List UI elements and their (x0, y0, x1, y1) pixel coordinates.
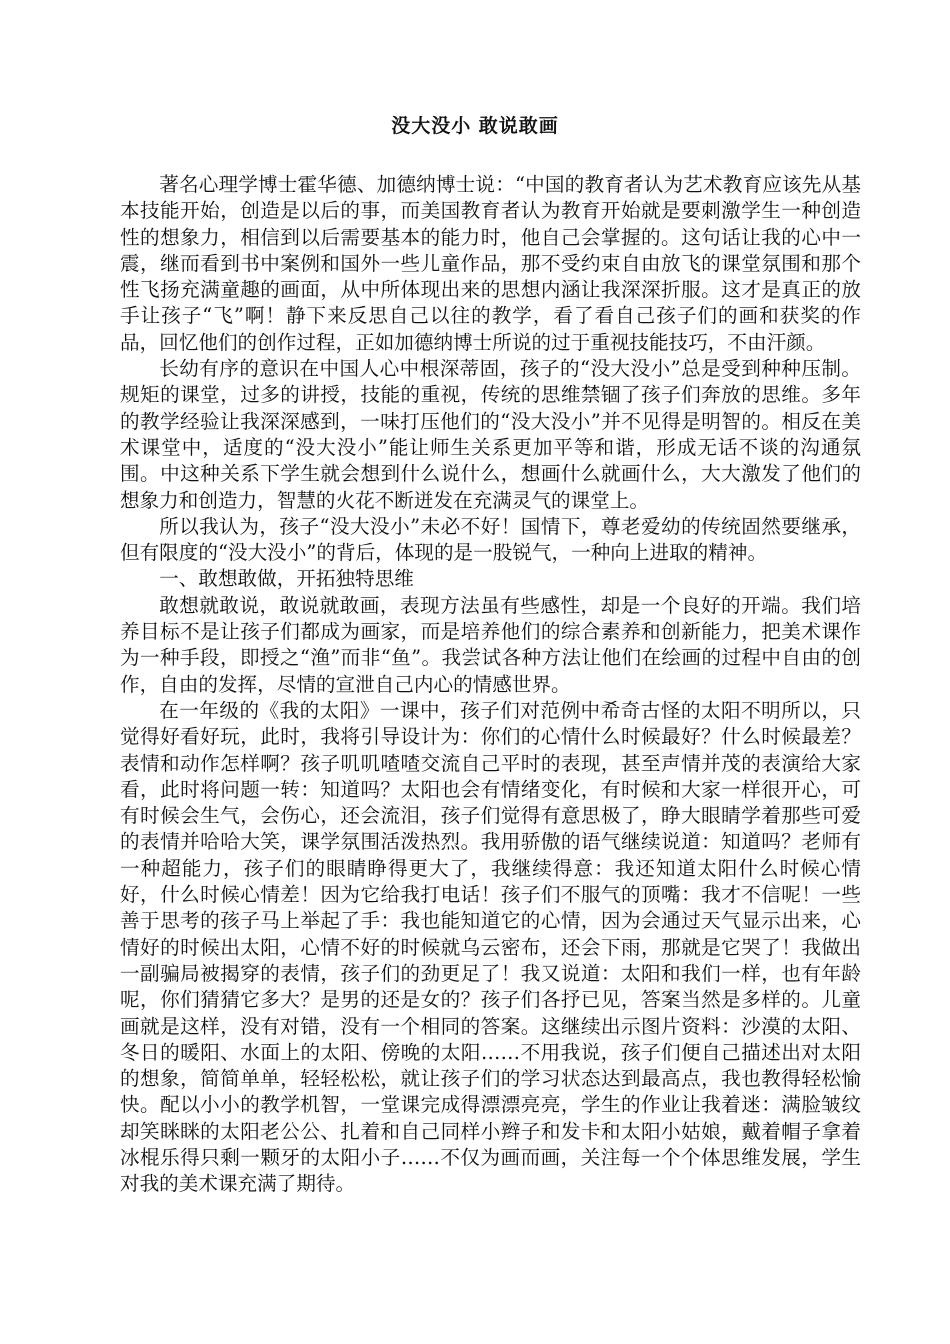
paragraph-opinion: 所以我认为，孩子“没大没小”未必不好！国情下，尊老爱幼的传统固然要继承，但有限度的“没大没小”的背后，体现的是一股锐气，一种向上进取的精神。 (120, 514, 861, 565)
paragraph-intro-quote: 著名心理学博士霍华德、加德纳博士说：“中国的教育者认为艺术教育应该先从基本技能开始，创造是以后的事，而美国教育者认为教育开始就是要刺激学生一种创造性的想象力，相信到以后需要基本的能力时，他自己会掌握的。这句话让我的心中一震，继而看到书中案例和国外一些儿童作品，那不受约束自由放飞的课堂氛围和那个性飞扬充满童趣的画面，从中所体现出来的思想内涵让我深深折服。这才是真正的放手让孩子“飞”啊！静下来反思自己以往的教学，看了看自己孩子们的画和获奖的作品，回忆他们的创作过程，正如加德纳博士所说的过于重视技能技巧，不由汗颜。 (120, 173, 861, 354)
paragraph-dare-to-think: 敢想就敢说，敢说就敢画，表现方法虽有些感性，却是一个良好的开端。我们培养目标不是让孩子们都成为画家，而是培养他们的综合素养和创新能力，把美术课作为一种手段，即授之“渔”而非“鱼”。我尝试各种方法让他们在绘画的过程中自由的创作，自由的发挥，尽情的宣泄自己内心的情感世界。 (120, 593, 861, 696)
paragraph-seniority: 长幼有序的意识在中国人心中根深蒂固，孩子的“没大没小”总是受到种种压制。规矩的课堂，过多的讲授，技能的重视，传统的思维禁锢了孩子们奔放的思维。多年的教学经验让我深深感到，一味打压他们的“没大没小”并不见得是明智的。相反在美术课堂中，适度的“没大没小”能让师生关系更加平等和谐，形成无话不谈的沟通氛围。中这种关系下学生就会想到什么说什么，想画什么就画什么，大大激发了他们的想象力和创造力，智慧的火花不断迸发在充满灵气的课堂上。 (120, 357, 861, 512)
document-body (120, 172, 861, 1198)
paragraph-sun-lesson: 在一年级的《我的太阳》一课中，孩子们对范例中希奇古怪的太阳不明所以，只觉得好看好玩，此时，我将引导设计为：你们的心情什么时候最好？什么时候最差？表情和动作怎样啊？孩子叽叽喳喳交流自己平时的表现，甚至声情并茂的表演给大家看，此时将问题一转：知道吗？太阳也会有情绪变化，有时候和大家一样很开心，可有时候会生气，会伤心，还会流泪，孩子们觉得有意思极了，睁大眼睛学着那些可爱的表情并哈哈大笑，课学氛围活泼热烈。我用骄傲的语气继续说道：知道吗？老师有一种超能力，孩子们的眼睛睁得更大了，我继续得意：我还知道太阳什么时候心情好，什么时候心情差！因为它给我打电话！孩子们不服气的顶嘴：我才不信呢！一些善于思考的孩子马上举起了手：我也能知道它的心情，因为会通过天气显示出来，心情好的时候出太阳，心情不好的时候就乌云密布，还会下雨，那就是它哭了！我做出一副骗局被揭穿的表情，孩子们的劲更足了！我又说道：太阳和我们一样，也有年龄呢，你们猜猜它多大？是男的还是女的？孩子们各抒已见，答案当然是多样的。儿童画就是这样，没有对错，没有一个相同的答案。这继续出示图片资料：沙漠的太阳、冬日的暖阳、水面上的太阳、傍晚的太阳……不用我说，孩子们便自己描述出对太阳的想象，简简单单，轻轻松松，就让孩子们的学习状态达到最高点，我也教得轻松愉快。配以小小的教学机智，一堂课完成得漂漂亮亮，学生的作业让我着迷：满脸皱纹却笑眯眯的太阳老公公、扎着和自己同样小辫子和发卡和太阳小姑娘，戴着帽子拿着冰棍乐得只剩一颗牙的太阳小子……不仅为画而画，关注每一个个体思维发展，学生对我的美术课充满了期待。 (120, 698, 861, 1196)
section-heading: 一、敢想敢做，开拓独特思维 (159, 567, 414, 591)
document-title: 没大没小 敢说敢画 (391, 115, 559, 137)
